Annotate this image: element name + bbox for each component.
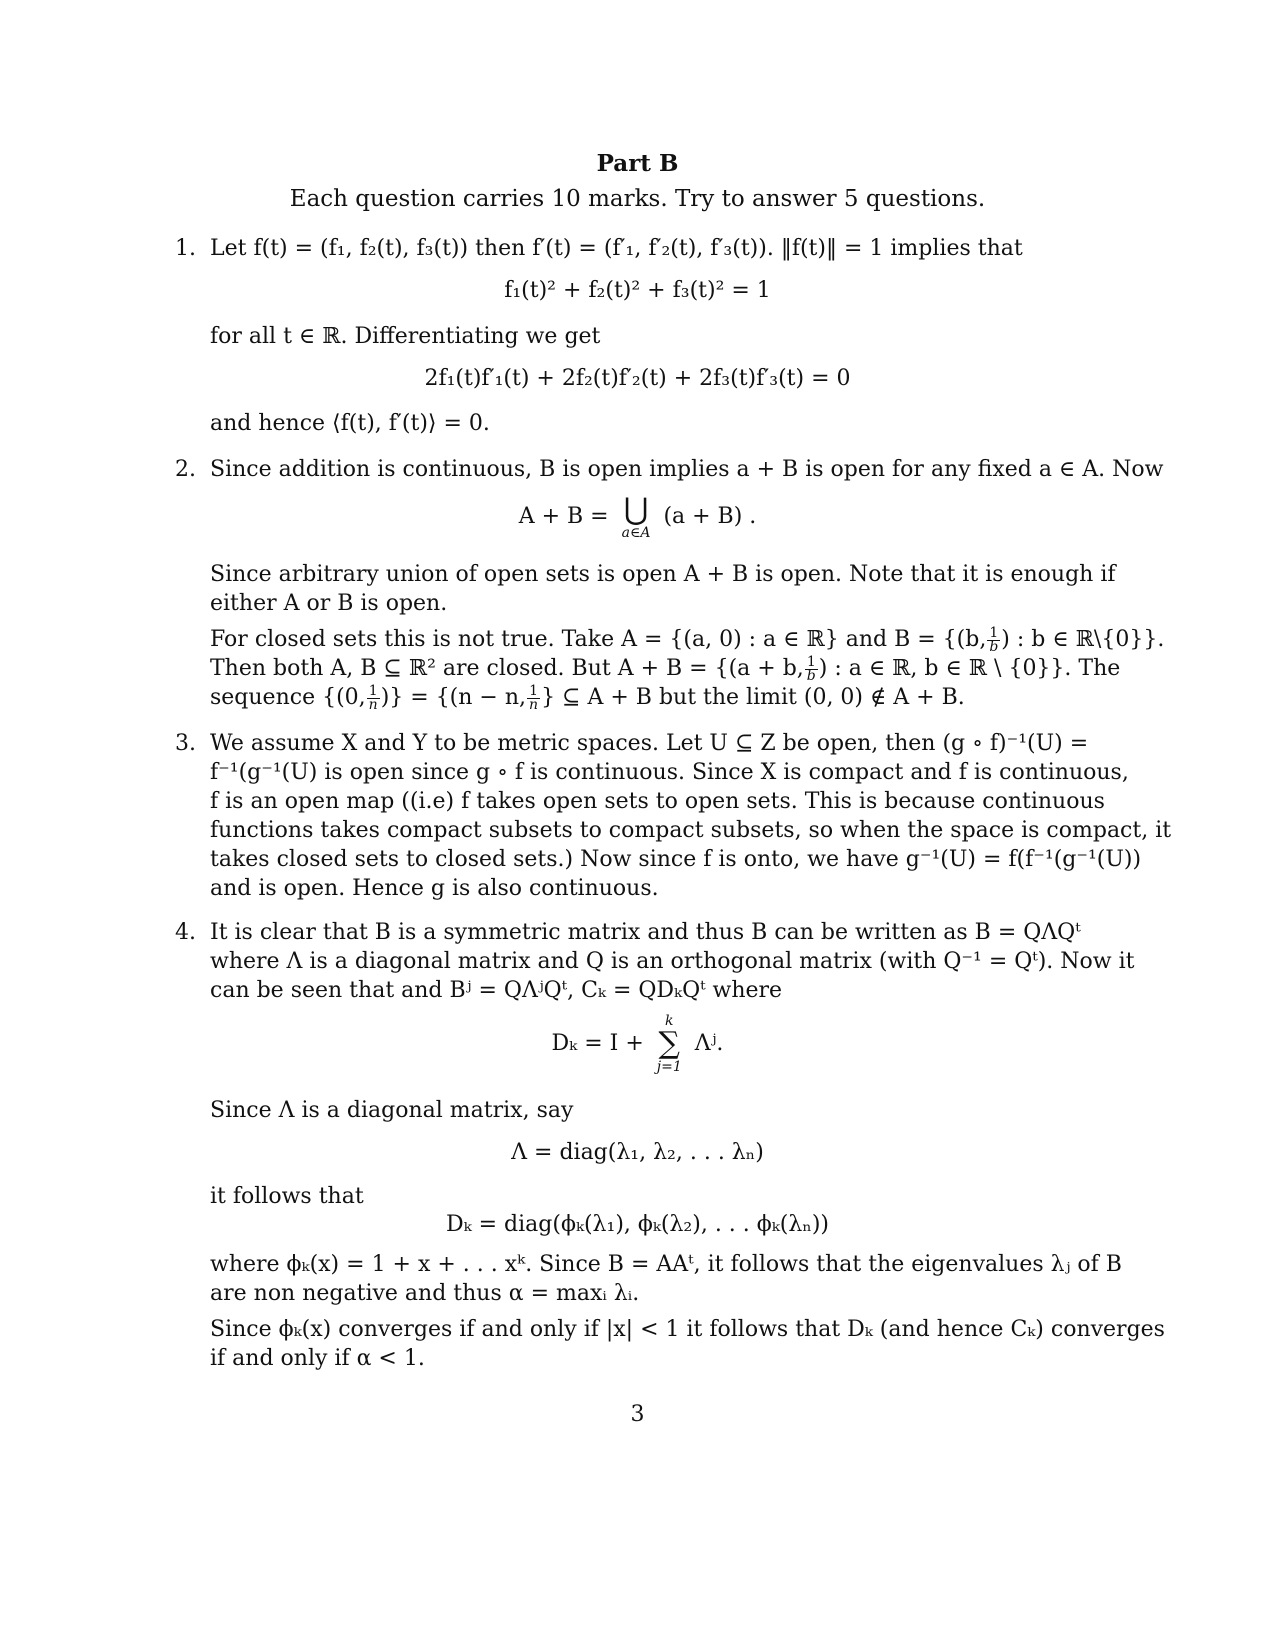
fraction xyxy=(367,682,380,713)
text-line: either A or B is open. xyxy=(210,591,448,616)
text-segment: ) : a ∈ ℝ, b ∈ ℝ \ {0}}. The xyxy=(818,656,1121,681)
text-line: if and only if α < 1. xyxy=(210,1346,425,1371)
text-line: Since addition is continuous, B is open implies a + B is open for any fixed a ∈ A. Now xyxy=(210,457,1164,482)
text-line: for all t ∈ ℝ. Differentiating we get xyxy=(210,324,601,349)
text-line: functions takes compact subsets to compact subsets, so when the space is compact, it xyxy=(210,818,1172,843)
union-operator xyxy=(622,494,651,540)
text-segment: For closed sets this is not true. Take A = {(a, 0) : a ∈ ℝ} and B = {(b, xyxy=(210,627,987,652)
question-number: 1. xyxy=(175,236,196,261)
union-subscript: a∈A xyxy=(621,525,651,541)
equation: Λ = diag(λ₁, λ₂, . . . λₙ) xyxy=(511,1140,764,1165)
text-segment: )} = {(n − n, xyxy=(380,685,527,710)
text-line: and hence ⟨f(t), f′(t)⟩ = 0. xyxy=(210,411,490,436)
text-segment: sequence {(0, xyxy=(210,685,366,710)
page-number: 3 xyxy=(630,1402,645,1427)
page-title: Part B xyxy=(596,150,679,177)
question-number: 2. xyxy=(175,457,196,482)
fraction-numerator: 1 xyxy=(805,656,818,670)
text-line: takes closed sets to closed sets.) Now since f is onto, we have g⁻¹(U) = f(f⁻¹(g⁻¹(U)) xyxy=(210,847,1142,872)
instructions: Each question carries 10 marks. Try to answer 5 questions. xyxy=(289,186,986,212)
text-line: Let f(t) = (f₁, f₂(t), f₃(t)) then f′(t) = (f′₁, f′₂(t), f′₃(t)). ‖f(t)‖ = 1 implies that xyxy=(210,236,1023,261)
equation: f₁(t)² + f₂(t)² + f₃(t)² = 1 xyxy=(504,278,771,303)
equation-lhs: A + B = xyxy=(518,504,609,529)
sum-operator xyxy=(657,1014,682,1074)
text-line: It is clear that B is a symmetric matrix and thus B can be written as B = QΛQᵗ xyxy=(210,920,1081,945)
equation-rhs: (a + B) . xyxy=(663,504,757,529)
text-line xyxy=(210,625,1164,654)
equation: Dₖ = diag(ϕₖ(λ₁), ϕₖ(λ₂), . . . ϕₖ(λₙ)) xyxy=(445,1212,830,1237)
text-line: Since arbitrary union of open sets is open A + B is open. Note that it is enough if xyxy=(210,562,1116,587)
equation: 2f₁(t)f′₁(t) + 2f₂(t)f′₂(t) + 2f₃(t)f′₃(t) = 0 xyxy=(424,366,851,391)
fraction-numerator: 1 xyxy=(367,685,380,699)
sum-symbol: ∑ xyxy=(658,1026,680,1061)
equation-lhs: Dₖ = I + xyxy=(551,1031,644,1056)
text-line: f⁻¹(g⁻¹(U) is open since g ∘ f is continuous. Since X is compact and f is continuous, xyxy=(210,760,1129,785)
text-line: f is an open map ((i.e) f takes open sets to open sets. This is because continuous xyxy=(210,789,1105,814)
text-segment: Then both A, B ⊆ ℝ² are closed. But A + B = {(a + b, xyxy=(210,656,804,681)
text-line: can be seen that and Bʲ = QΛʲQᵗ, Cₖ = QDₖQᵗ where xyxy=(210,978,783,1003)
text-line: it follows that xyxy=(210,1184,364,1209)
fraction-denominator: n xyxy=(529,696,539,713)
text-line: where ϕₖ(x) = 1 + x + . . . xᵏ. Since B = AAᵗ, it follows that the eigenvalues λⱼ of B xyxy=(210,1252,1122,1277)
union-equation xyxy=(0,494,1275,540)
fraction xyxy=(987,624,1000,655)
union-symbol: ⋃ xyxy=(623,492,649,527)
text-line: Since Λ is a diagonal matrix, say xyxy=(210,1098,574,1123)
fraction-denominator: b xyxy=(989,638,999,655)
fraction-denominator: n xyxy=(368,696,378,713)
text-line: Since ϕₖ(x) converges if and only if |x| < 1 it follows that Dₖ (and hence Cₖ) converges xyxy=(210,1317,1165,1342)
sum-lower-limit: j=1 xyxy=(656,1059,682,1075)
fraction-numerator: 1 xyxy=(987,627,1000,641)
fraction-denominator: b xyxy=(806,667,816,684)
text-segment: } ⊆ A + B but the limit (0, 0) ∉ A + B. xyxy=(541,685,965,710)
text-line: We assume X and Y to be metric spaces. Let U ⊆ Z be open, then (g ∘ f)⁻¹(U) = xyxy=(210,731,1089,756)
text-line: and is open. Hence g is also continuous. xyxy=(210,876,659,901)
text-line: are non negative and thus α = maxᵢ λᵢ. xyxy=(210,1281,640,1306)
sum-equation xyxy=(0,1014,1275,1074)
fraction-numerator: 1 xyxy=(527,685,540,699)
text-line: where Λ is a diagonal matrix and Q is an orthogonal matrix (with Q⁻¹ = Qᵗ). Now it xyxy=(210,949,1135,974)
question-number: 4. xyxy=(175,920,196,945)
fraction xyxy=(805,653,818,684)
text-segment: ) : b ∈ ℝ\{0}}. xyxy=(1001,627,1165,652)
question-number: 3. xyxy=(175,731,196,756)
fraction xyxy=(527,682,540,713)
text-line xyxy=(210,683,965,712)
text-line xyxy=(210,654,1120,683)
sum-upper-limit: k xyxy=(665,1013,674,1029)
equation-rhs: Λʲ. xyxy=(694,1031,724,1056)
